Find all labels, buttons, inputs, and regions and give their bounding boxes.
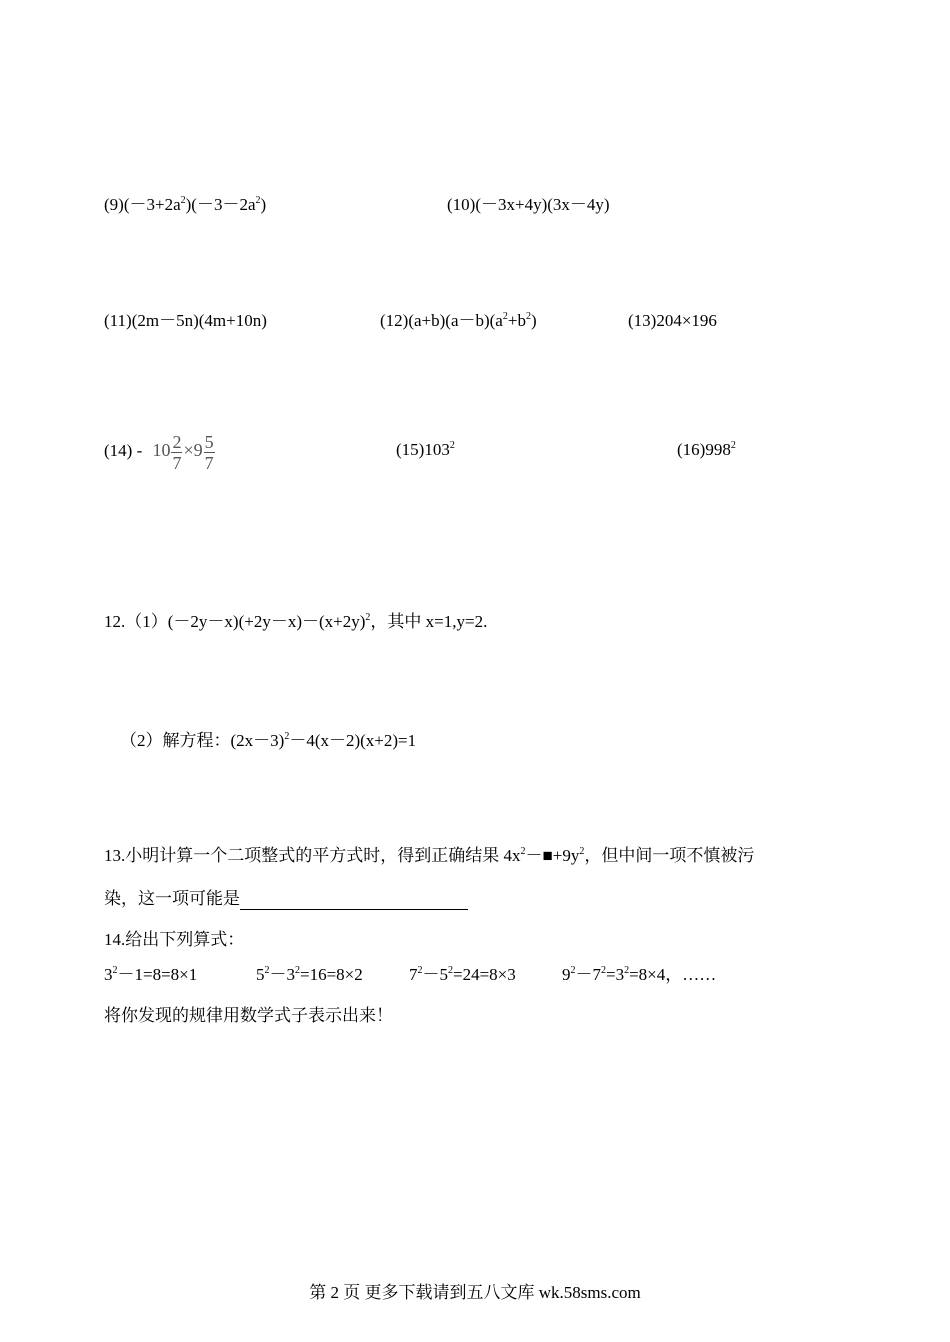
equation-2: $5^2-3^2=16=8\times 2$ [256, 965, 363, 984]
problem-9: $(9)(-3+2a^2)(-3-2a^2)$ [104, 195, 267, 214]
fraction-2: $\frac{5}{7}$ [204, 431, 214, 473]
question-12-part-2: （2）解方程：$(2x-3)^2-4(x-2)(x+2)=1$ [120, 731, 417, 750]
question-14-instruction: 将你发现的规律用数学式子表示出来！ [104, 1006, 393, 1025]
answer-blank[interactable] [240, 891, 468, 910]
equation-3: $7^2-5^2=24=8\times 3$ [409, 965, 516, 984]
question-13-line-1: 13.小明计算一个二项整式的平方式时，得到正确结果 $4x^2-■+9y^2$，但中间一项不慎被污 [104, 846, 755, 865]
question-13-line-2: 染，这一项可能是 [104, 888, 468, 910]
problem-13: (13)204×196 [628, 311, 717, 330]
equation-4: $9^2-7^2=3^2=8\times 4$，…… [562, 965, 717, 984]
page-footer: 第 2 页 更多下载请到五八文库 wk.58sms.com [309, 1283, 641, 1302]
problem-12: $(12)(a+b)(a-b)(a^2+b^2)$ [380, 311, 537, 330]
question-14-title: 14.给出下列算式： [104, 930, 245, 949]
problem-15: $(15)103^2$ [396, 440, 455, 459]
equation-1: $3^2-1=8=8\times 1$ [104, 965, 198, 984]
problem-16: $(16)998^2$ [677, 440, 736, 459]
problem-10: (10)(－3x+4y)(3x－4y) [447, 195, 610, 214]
question-12-part-1: $12.(1)(-2y-x)(+2y-x)-(x+2y)^2$，其中 x=1,y=2. [104, 612, 488, 631]
fraction-1: $\frac{2}{7}$ [172, 431, 182, 473]
problem-11: (11)(2m－5n)(4m+10n) [104, 311, 267, 330]
problem-14: (14) - 10 $\frac{2}{7}$ ×9 $\frac{5}{7}$ [104, 431, 214, 473]
